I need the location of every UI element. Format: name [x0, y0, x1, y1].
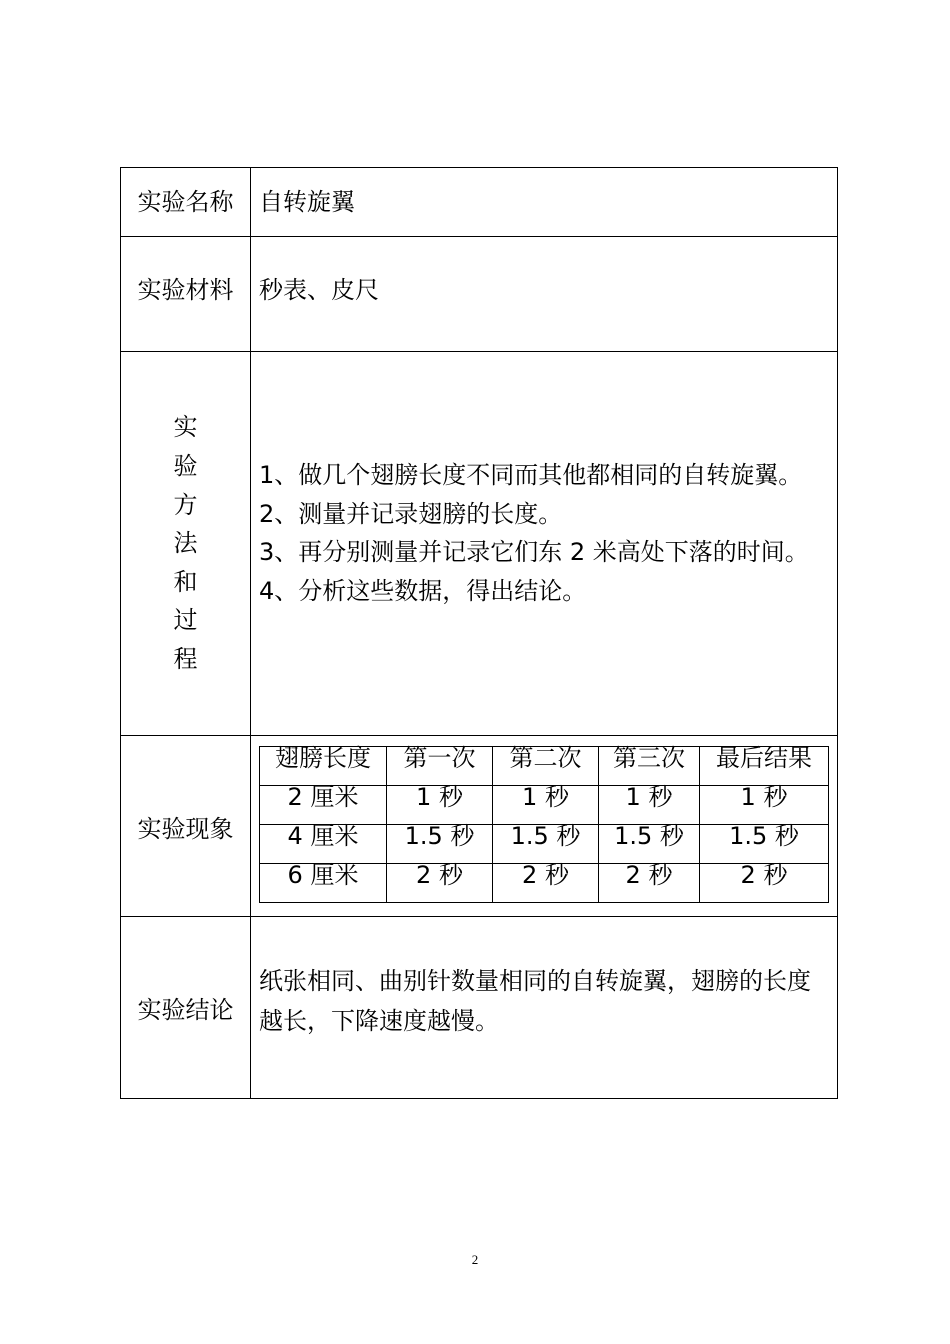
conclusion-label: 实验结论 — [121, 917, 251, 1099]
method-label-char: 法 — [173, 529, 198, 558]
results-cell: 2 厘米 — [260, 786, 387, 825]
method-label-char: 方 — [173, 490, 198, 519]
results-header-row — [260, 747, 829, 786]
method-label-vertical — [121, 408, 250, 678]
results-cell: 1.5 秒 — [493, 825, 599, 864]
results-cell: 2 秒 — [387, 864, 493, 903]
results-cell: 1.5 秒 — [387, 825, 493, 864]
row-method — [121, 352, 838, 736]
method-label-char: 程 — [173, 644, 198, 673]
experiment-record-table — [120, 167, 838, 1099]
conclusion-cell — [251, 917, 838, 1099]
results-cell: 1 秒 — [599, 786, 700, 825]
table-row — [260, 864, 829, 903]
method-step: 4、分析这些数据，得出结论。 — [259, 576, 587, 605]
method-label-char: 验 — [173, 452, 198, 481]
row-experiment-name — [121, 168, 838, 237]
method-label-char: 和 — [173, 567, 198, 596]
row-conclusion — [121, 917, 838, 1099]
results-table — [259, 746, 829, 903]
row-phenomenon — [121, 736, 838, 917]
results-cell: 1 秒 — [387, 786, 493, 825]
results-header: 第二次 — [493, 747, 599, 786]
phenomenon-label: 实验现象 — [121, 736, 251, 917]
row-materials — [121, 237, 838, 352]
table-row — [260, 786, 829, 825]
conclusion-text: 纸张相同、曲别针数量相同的自转旋翼，翅膀的长度越长，下降速度越慢。 — [259, 967, 811, 1035]
results-cell: 1 秒 — [493, 786, 599, 825]
method-steps-cell — [251, 352, 838, 736]
method-steps-list — [259, 456, 833, 610]
page-number: 2 — [471, 1252, 479, 1267]
results-header: 第三次 — [599, 747, 700, 786]
experiment-name-value: 自转旋翼 — [251, 168, 838, 237]
method-label-char: 实 — [173, 413, 198, 442]
table-row — [260, 825, 829, 864]
results-cell: 2 秒 — [493, 864, 599, 903]
results-cell: 4 厘米 — [260, 825, 387, 864]
results-cell: 1.5 秒 — [700, 825, 829, 864]
method-step: 3、再分别测量并记录它们东 2 米高处下落的时间。 — [259, 538, 809, 567]
results-header: 最后结果 — [700, 747, 829, 786]
results-header: 第一次 — [387, 747, 493, 786]
results-cell: 2 秒 — [599, 864, 700, 903]
results-table-cell — [251, 736, 838, 917]
method-step: 2、测量并记录翅膀的长度。 — [259, 499, 563, 528]
method-step: 1、做几个翅膀长度不同而其他都相同的自转旋翼。 — [259, 461, 803, 489]
results-cell: 2 秒 — [700, 864, 829, 903]
results-header: 翅膀长度 — [260, 747, 387, 786]
method-label-char: 过 — [173, 606, 198, 635]
results-cell: 1.5 秒 — [599, 825, 700, 864]
materials-value: 秒表、皮尺 — [251, 237, 838, 352]
experiment-name-label: 实验名称 — [121, 168, 251, 237]
results-cell: 1 秒 — [700, 786, 829, 825]
results-cell: 6 厘米 — [260, 864, 387, 903]
method-label-cell — [121, 352, 251, 736]
materials-label: 实验材料 — [121, 237, 251, 352]
